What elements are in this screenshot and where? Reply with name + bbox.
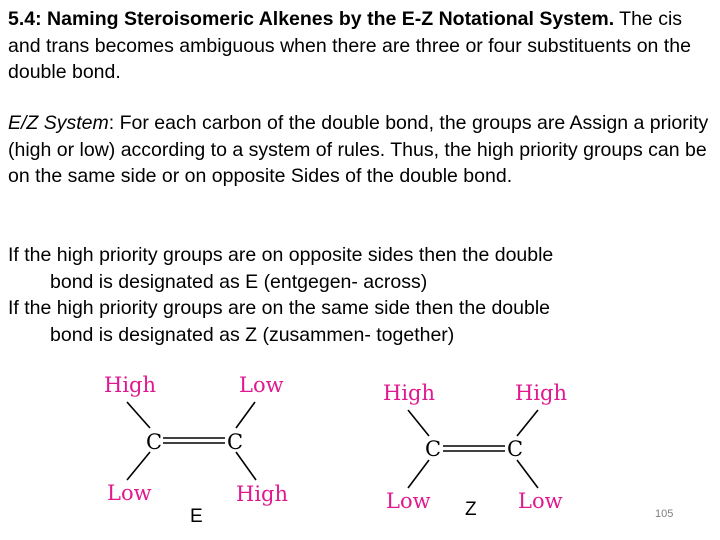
- designation-z-line2: bond is designated as Z (zusammen- together): [50, 323, 455, 346]
- z-bottom-left-label: Low: [386, 489, 431, 513]
- e-carbon-right: C: [227, 430, 244, 454]
- e-isomer-label: E: [190, 506, 203, 527]
- e-bottom-left-label: Low: [107, 481, 152, 505]
- ez-system-term: E/Z System: [8, 112, 109, 134]
- title-description: The cis and trans becomes ambiguous when there are three or four substituents on the double bond.: [8, 8, 691, 83]
- slide-title: 5.4: Naming Steroisomeric Alkenes by the E-Z Notational System.: [8, 8, 615, 30]
- z-bond-bottom-right: [517, 460, 538, 488]
- z-bond-top-left: [408, 410, 429, 436]
- slide-number: 105: [655, 508, 674, 520]
- e-top-right-label: Low: [239, 373, 284, 397]
- e-bottom-right-label: High: [236, 482, 288, 506]
- z-top-left-label: High: [383, 381, 435, 405]
- e-carbon-left: C: [146, 430, 163, 454]
- z-bond-bottom-left: [408, 460, 429, 488]
- z-carbon-left: C: [425, 437, 442, 461]
- z-bottom-right-label: Low: [518, 489, 563, 513]
- designation-e-line2: bond is designated as E (entgegen- across): [50, 270, 428, 293]
- z-carbon-right: C: [507, 437, 524, 461]
- e-top-left-label: High: [104, 373, 156, 397]
- ez-system-text: : For each carbon of the double bond, the groups are Assign a priority (high or low) according to a system of rules. Thus, the high priority groups can be on the same side or on opposite Sides of the double bond.: [8, 112, 709, 187]
- z-top-right-label: High: [515, 381, 567, 405]
- z-isomer-label: Z: [465, 499, 477, 520]
- z-bond-top-right: [517, 410, 538, 436]
- designation-e-line1: If the high priority groups are on opposite sides then the double: [8, 244, 554, 266]
- designation-z-line1: If the high priority groups are on the same side then the double: [8, 297, 551, 319]
